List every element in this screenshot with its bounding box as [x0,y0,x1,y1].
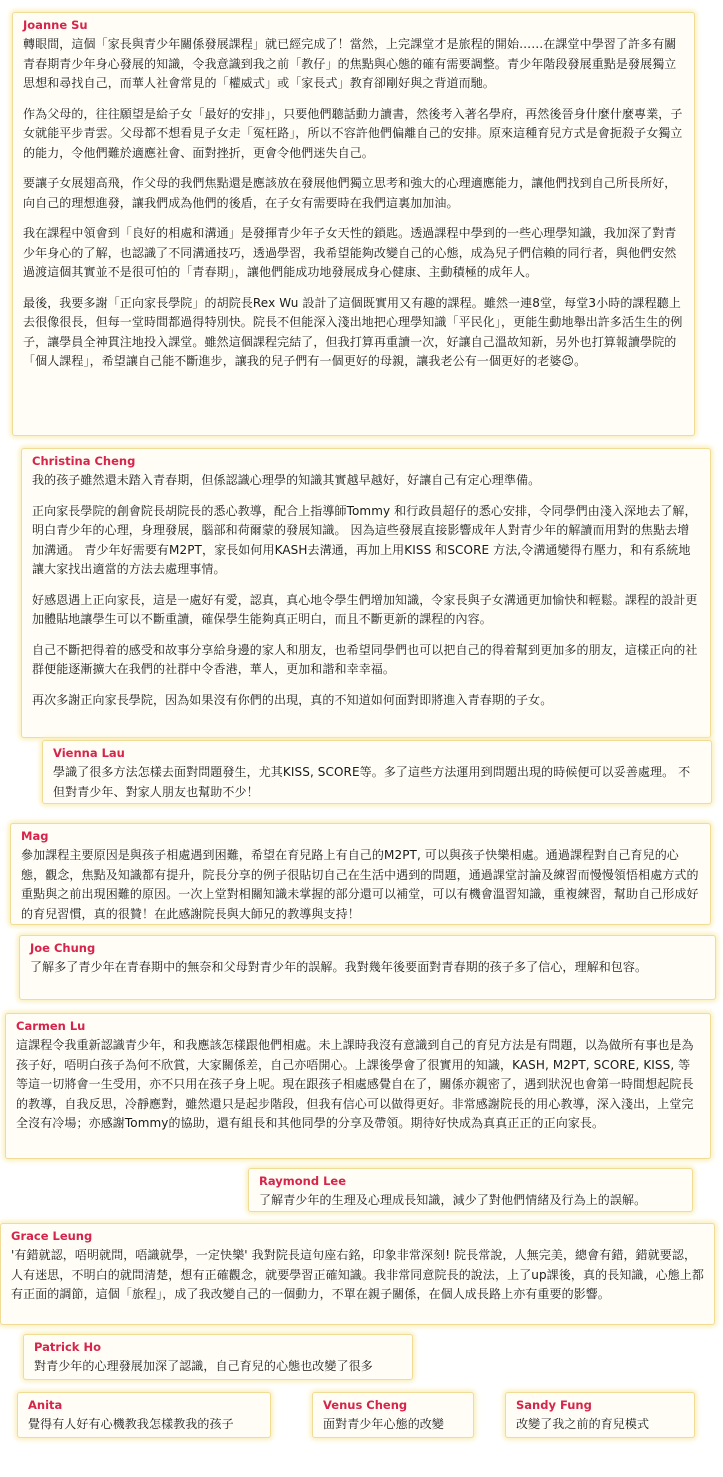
author-name: Venus Cheng [323,1398,408,1412]
testimonial-paragraph: 我在課程中領會到「良好的相處和溝通」是發揮青少年子女天性的鎖匙。透過課程中學到的一些心理學知識，我加深了對青少年身心的了解，也認識了不同溝通技巧，透過學習，我希望能夠改變自己的心態，成為兒子們信賴的同行者，與他們安然過渡這個其實並不是很可怕的「青春期」，讓他們能成功地發展成身心健康、主動積極的成年人。 [23,226,677,279]
author-name: Carmen Lu [16,1019,86,1033]
testimonial-paragraph: 正向家長學院的創會院長胡院長的悉心教導，配合上指導師Tommy 和行政員超仔的悉心安排，令同學們由淺入深地去了解，明白青少年的心理，身理發展，腦部和荷爾蒙的發展知識。 因為這些發展直接影響成年人對青少年的解讀而用對的焦點去增加溝通。 青少年好需要有M2PT，家長如何用KASH去溝通，再加上用KISS 和SCORE 方法,令溝通變得冇壓力，和有系統地讓大家找出適當的方法去處理事情。 [32,503,697,576]
testimonial-paragraph: 自己不斷把得着的感受和故事分享給身邊的家人和朋友，也希望同學們也可以把自己的得着幫到更加多的朋友，這樣正向的社群便能逐漸擴大在我們的社群中令香港，華人，更加和諧和幸幸福。 [32,642,698,676]
testimonial-paragraph: 我的孩子雖然還未踏入青春期，但係認識心理學的知識其實越早越好，好讓自己有定心理準備。 [32,473,541,487]
testimonial-paragraph: 對青少年的心理發展加深了認識，自己育兒的心態也改變了很多 [34,1359,373,1373]
author-name: Sandy Fung [516,1398,592,1412]
testimonial-paragraph: 要讓子女展翅高飛，作父母的我們焦點還是應該放在發展他們獨立思考和強大的心理適應能力，讓他們找到自己所長所好，向自己的理想進發，讓我們成為他們的後盾，在子女有需要時在我們這裏加加油。 [23,176,677,210]
testimonial-paragraph: 好感恩遇上正向家長，這是一處好有愛，認真，真心地令學生們增加知識，令家長與子女溝通更加愉快和輕鬆。課程的設計更加體貼地讓學生可以不斷重讀，確保學生能夠真正明白，而且不斷更新的課程的內容。 [32,592,698,626]
testimonial-paragraph: 參加課程主要原因是與孩子相處遇到困難，希望在育兒路上有自己的M2PT, 可以與孩子快樂相處。通過課程對自己育兒的心態，觀念，焦點及知識都有提升，院長分享的例子很貼切自己在生活中遇到的問題，通過課堂討論及練習而慢慢領悟相處方式的重點與之前出現困難的原因。一次上堂對相關知識未掌握的部分還可以補堂，可以有機會溫習知識，重複練習，幫助自己形成好的育兒習慣，真的很贊！在此感謝院長與大師兄的教導與支持！ [21,848,699,921]
testimonial-paragraph: 轉眼間，這個「家長與青少年關係發展課程」就已經完成了！當然，上完課堂才是旅程的開始……在課堂中學習了許多有關青春期青少年身心發展的知識，令我意識到我之前「教仔」的焦點與心態的確有需要調整。青少年階段發展重點是發展獨立思想和尋找自己，而華人社會常見的「權威式」或「家長式」教育卻剛好與之背道而馳。 [23,37,677,90]
testimonial-card [12,12,695,436]
testimonial-paragraph: '有錯就認，唔明就問，唔識就學，一定快樂' 我對院長這句座右銘，印象非常深刻! 院長常說，人無完美，總會有錯，錯就要認，人有迷思，不明白的就問清楚，想有正確觀念，就要學習正確知識。我非常同意院長的說法，上了up課後，真的長知識，心態上都有正面的調節，這個「旅程」，成了我改變自己的一個動力，不單在親子關係，在個人成長路上亦有重要的影響。 [11,1248,705,1301]
author-name: Patrick Ho [34,1340,101,1354]
author-name: Mag [21,829,49,843]
testimonial-paragraph: 再次多謝正向家長學院，因為如果沒有你們的出現，真的不知道如何面對即將進入青春期的子女。 [32,692,553,707]
testimonial-paragraph: 了解青少年的生理及心理成長知識，減少了對他們情緒及行為上的誤解。 [259,1193,647,1207]
author-name: Christina Cheng [32,454,136,468]
testimonial-paragraph: 這課程令我重新認識青少年，和我應該怎樣跟他們相處。未上課時我沒有意識到自己的育兒方法是有問題，以為做所有事也是為孩子好，唔明白孩子為何不欣賞，大家關係差，自己亦唔開心。上課後學會了很實用的知識，KASH, M2PT, SCORE, KISS, 等等這一切將會一生受用，亦不只用在孩子身上呢。現在跟孩子相處感覺自在了，關係亦親密了，遇到狀況也會第一時間想起院長的教導，自我反思，冷靜應對，雖然還只是起步階段，但我有信心可以做得更好。非常感謝院長的用心教導，深入淺出，上堂完全沒有冷場；亦感謝Tommy的協助，還有組長和其他同學的分享及帶領。期待好快成為真真正正的正向家長。 [16,1038,694,1130]
testimonial-paragraph: 改變了我之前的育兒模式 [516,1417,650,1431]
testimonial-card [248,1168,693,1212]
testimonial-card [10,823,711,925]
testimonial-paragraph: 面對青少年心態的改變 [323,1417,445,1431]
testimonial-paragraph: 覺得有人好有心機教我怎樣教我的孩子 [28,1417,234,1431]
testimonial-card [42,740,712,804]
testimonial-card [19,935,716,1000]
author-name: Grace Leung [11,1229,93,1243]
author-name: Raymond Lee [259,1174,346,1188]
testimonial-card [5,1013,711,1159]
author-name: Joanne Su [23,18,88,32]
author-name: Vienna Lau [53,746,125,760]
author-name: Anita [28,1398,63,1412]
testimonial-card [17,1392,271,1438]
author-name: Joe Chung [30,941,96,955]
testimonial-paragraph: 了解多了青少年在青春期中的無奈和父母對青少年的誤解。我對幾年後要面對青春期的孩子多了信心，理解和包容。 [30,960,648,974]
testimonial-card [312,1392,474,1438]
testimonial-card [21,448,711,738]
testimonial-paragraph: 最後，我要多謝「正向家長學院」的胡院長Rex Wu 設計了這個既實用又有趣的課程。雖然一連8堂，每堂3小時的課程聽上去很像很長，但每一堂時間都過得特別快。院長不但能深入淺出地把心理學知識「平民化」，更能生動地舉出許多活生生的例子，讓學員全神貫注地投入課堂。雖然這個課程完結了，但我打算再重讀一次，好讓自己溫故知新，另外也打算報讀學院的「個人課程」，希望讓自己能不斷進步，讓我的兒子們有一個更好的母親，讓我老公有一個更好的老婆😉。 [23,295,683,368]
testimonial-paragraph: 作為父母的，往往願望是給子女「最好的安排」，只要他們聽話動力讀書，然後考入著名學府，再然後晉身什麼什麼專業，子女就能平步青雲。父母都不想看見子女走「冤枉路」，所以不容許他們偏離自己的安排。原來這種育兒方式是會扼殺子女獨立的能力，令他們難於適應社會、面對挫折，更會令他們迷失自己。 [23,106,683,160]
testimonial-card [0,1223,715,1325]
testimonial-card [505,1392,695,1438]
testimonial-paragraph: 學識了很多方法怎樣去面對問題發生，尤其KISS, SCORE等。多了這些方法運用到問題出現的時候便可以妥善處理。 不但對青少年、對家人朋友也幫助不少！ [53,765,691,799]
testimonial-card [23,1334,413,1380]
